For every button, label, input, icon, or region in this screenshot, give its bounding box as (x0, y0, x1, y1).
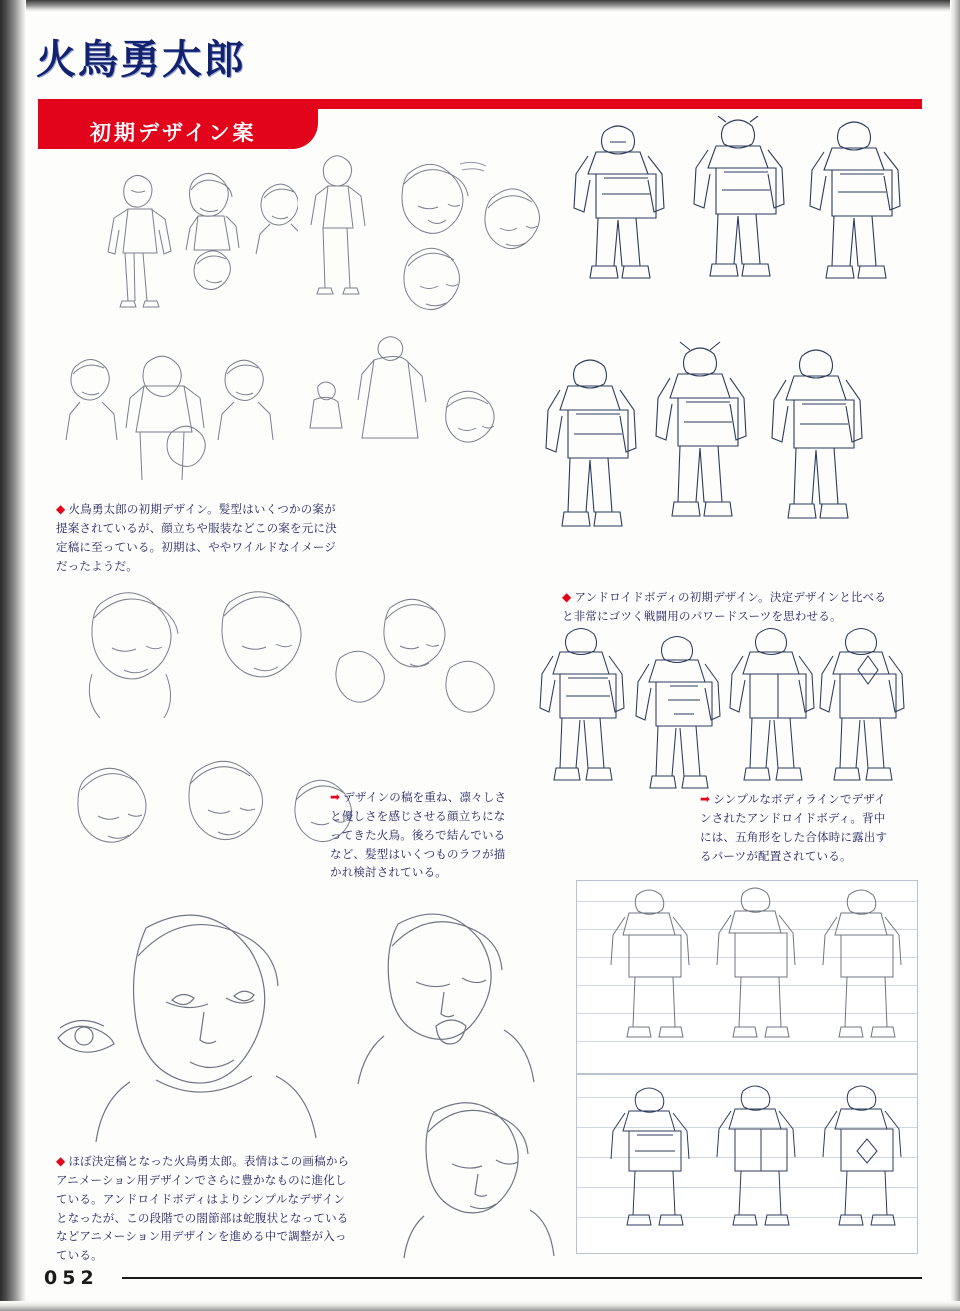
caption-bullet-icon: ➡ (330, 790, 341, 804)
sketch-character-lineup-second (52, 340, 302, 490)
folio-rule (122, 1277, 922, 1279)
section-tab-label: 初期デザイン案 (90, 121, 257, 145)
caption-bullet-icon: ◆ (56, 502, 66, 516)
sketch-face-studies-lower (56, 756, 356, 886)
caption-bullet-icon: ◆ (56, 1154, 66, 1168)
caption-text: 火鳥勇太郎の初期デザイン。髪型はいくつかの案が提案されているが、顔立ちや服装などこの案を元に決定稿に至っている。初期は、ややワイルドなイメージだったようだ。 (56, 502, 337, 573)
caption-bullet-icon: ➡ (700, 792, 711, 806)
sketch-face-studies-mid (40, 578, 540, 738)
model-sheet-android-turnaround (576, 1074, 918, 1254)
caption-bullet-icon: ◆ (562, 590, 572, 604)
page-title: 火鳥勇太郎 (36, 37, 246, 83)
page-edge-top (0, 0, 960, 12)
page-edge-right (950, 0, 960, 1311)
sketch-android-front-back-top (558, 116, 908, 336)
sketch-eye-detail (52, 1014, 122, 1058)
sketch-shout-portrait (340, 900, 560, 1090)
caption-face-studies (330, 788, 516, 882)
caption-simple-body (700, 790, 892, 865)
sketch-cloak-figure (300, 330, 530, 490)
section-tab (38, 109, 318, 149)
caption-text: シンプルなボディラインでデザインされたアンドロイドボディ。背中には、五角形をした合体時に露出するパーツが配置されている。 (700, 792, 888, 863)
header-red-rule (38, 99, 922, 109)
page-folio: 052 (44, 1267, 99, 1289)
caption-early-design (56, 500, 346, 575)
caption-final-design (56, 1152, 356, 1265)
sketch-character-lineup-top (48, 150, 298, 320)
page-edge-bottom (0, 1301, 960, 1311)
caption-text: アンドロイドボディの初期デザイン。決定デザインと比べると非常にゴツく戦闘用のパワードスーツを思わせる。 (562, 590, 887, 624)
sketch-android-armor-second (526, 336, 916, 586)
sketch-head-studies-top (300, 140, 550, 330)
caption-text: ほぼ決定稿となった火鳥勇太郎。表情はこの画稿からアニメーション用デザインでさらに豊かなものに進化している。アンドロイドボディはよりシンプルなデザインとなったが、この段階での閤節部は蛇腹状となっているなどアニメーション用デザインを進める中で調整が入っている。 (56, 1154, 350, 1262)
model-sheet-human-turnaround (576, 880, 918, 1074)
sketch-side-portrait-bottom (390, 1090, 570, 1260)
page-edge-left (0, 0, 26, 1311)
caption-text: デザインの稿を重ね、凛々しさと優しさを感じさせる顔立ちになってきた火鳥。後ろで結んでいるなど、髪型はいくつものラフが描かれ検討されている。 (330, 790, 507, 880)
